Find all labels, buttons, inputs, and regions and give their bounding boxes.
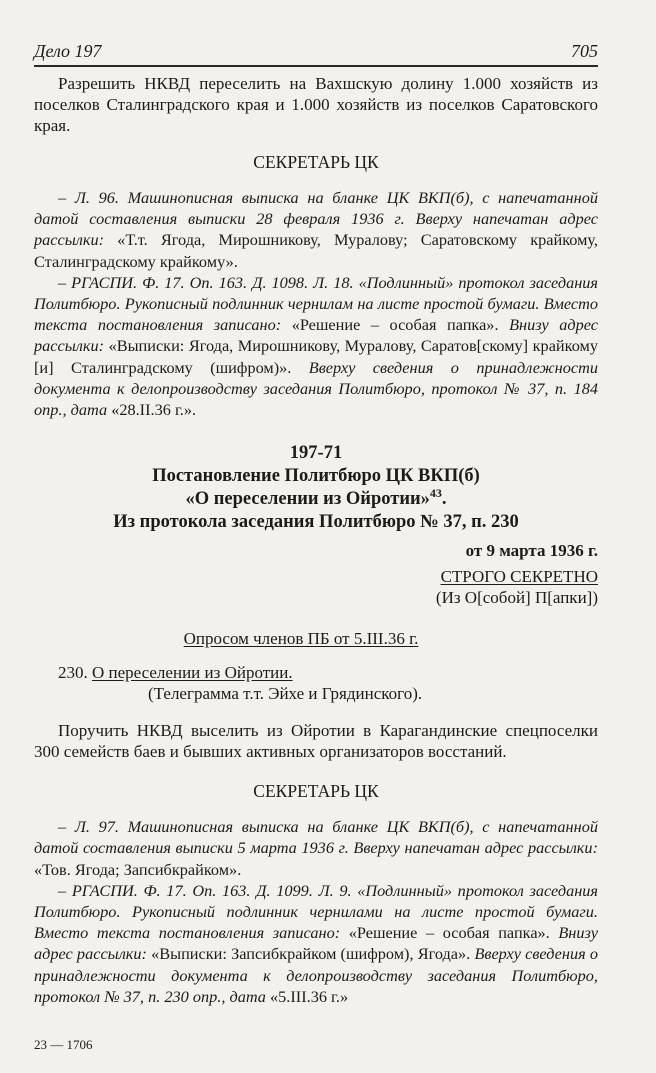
item-title: О переселении из Ойротии. (92, 663, 293, 683)
archival-notes (34, 187, 598, 420)
note-segment: «Т.т. Ягода, Мирошникову, Муралову; Саратовскому крайкому, Сталинградскому крайкому». (34, 230, 598, 271)
note-segment: «28.II.36 г.». (111, 400, 197, 420)
title-line: Постановление Политбюро ЦК ВКП(б) (152, 466, 480, 487)
note-segment: Вверху сведения о принадлежности документа к делопроизводству заседания Политбюро, протокол № 37, п. 230 опр., дата (34, 944, 599, 1006)
note-segment: «Тов. Ягода; Запсибкрайком». (34, 859, 242, 879)
note-segment: Внизу адрес рассылки: (34, 315, 598, 356)
note-segment: Вверху сведения о принадлежности документа к делопроизводству заседания Политбюро, протокол № 37, п. 184 опр., дата (34, 357, 599, 420)
agenda-item (34, 662, 598, 683)
signature: СЕКРЕТАРЬ ЦК (253, 152, 379, 172)
folder-note: (Из О[собой] П[апки]) (435, 588, 598, 608)
note-segment: «Решение – особая папка». (291, 315, 510, 335)
poll-text: Опросом членов ПБ от 5.III.36 г. (183, 629, 419, 649)
secrecy-stamp: СТРОГО СЕКРЕТНО (440, 567, 598, 587)
archival-notes (34, 816, 598, 1007)
note-segment: – РГАСПИ. Ф. 17. Оп. 163. Д. 1098. Л. 18. «Подлинный» протокол заседания Политбюро. Рукописный подлинник чернилам на листе простой бумаги. Вместо текста постановления записано: (34, 272, 598, 335)
note-segment: «Выписки: Запсибкрайком (шифром), Ягода». (151, 944, 475, 964)
item-number: 230. (58, 663, 92, 683)
note-segment: «Выписки: Ягода, Мирошникову, Муралову, Саратов[скому] крайкому [и] Сталинградскому (шифром)». (34, 336, 598, 377)
poll-note (34, 628, 598, 649)
footnote-ref[interactable]: 43 (429, 486, 442, 501)
decision-text: Поручить НКВД выселить из Ойротии в Карагандинские спецпоселки 300 семейств баев и бывших активных организаторов восстаний. (34, 721, 598, 762)
note-segment: «5.III.36 г.» (270, 986, 349, 1006)
note-segment: Внизу адрес рассылки: (34, 923, 598, 964)
running-header (34, 40, 598, 67)
archival-note (34, 272, 598, 420)
document-page (34, 0, 598, 1073)
resolution-text: Разрешить НКВД переселить на Вахшскую долину 1.000 хозяйств из поселков Сталинградского края и 1.000 хозяйств из поселков Саратовского края. (34, 74, 598, 135)
document-title (34, 465, 598, 534)
note-segment: – Л. 97. Машинописная выписка на бланке ЦК ВКП(б), с напечатанной датой составления выписки 5 марта 1936 г. Вверху напечатан адрес рассылки: (34, 817, 598, 858)
note-segment: – РГАСПИ. Ф. 17. Оп. 163. Д. 1099. Л. 9. «Подлинный» протокол заседания Политбюро. Рукописный подлинник чернилами на листе простой бумаги. Вместо текста постановления записано: (34, 880, 598, 943)
note-segment: «Решение – особая папка». (348, 923, 559, 943)
telegram-note: (Телеграмма т.т. Эйхе и Грядинского). (148, 684, 423, 704)
page-number: 705 (571, 41, 598, 61)
document-date: от 9 марта 1936 г. (465, 541, 598, 561)
archival-note (34, 880, 598, 1007)
archival-note (34, 187, 598, 272)
signature-mark: 23 — 1706 (34, 1037, 93, 1053)
note-segment: – Л. 96. Машинописная выписка на бланке ЦК ВКП(б), с напечатанной датой составления выписки 28 февраля 1936 г. Вверху напечатан адрес рассылки: (34, 188, 598, 250)
archival-note (34, 816, 598, 880)
document-number: 197-71 (289, 443, 343, 464)
title-line: Из протокола заседания Политбюро № 37, п. 230 (113, 512, 519, 533)
case-label: Дело 197 (34, 41, 102, 61)
signature: СЕКРЕТАРЬ ЦК (253, 781, 379, 802)
title-line: «О переселении из Ойротии» (185, 489, 430, 510)
title-punct: . (441, 489, 447, 510)
